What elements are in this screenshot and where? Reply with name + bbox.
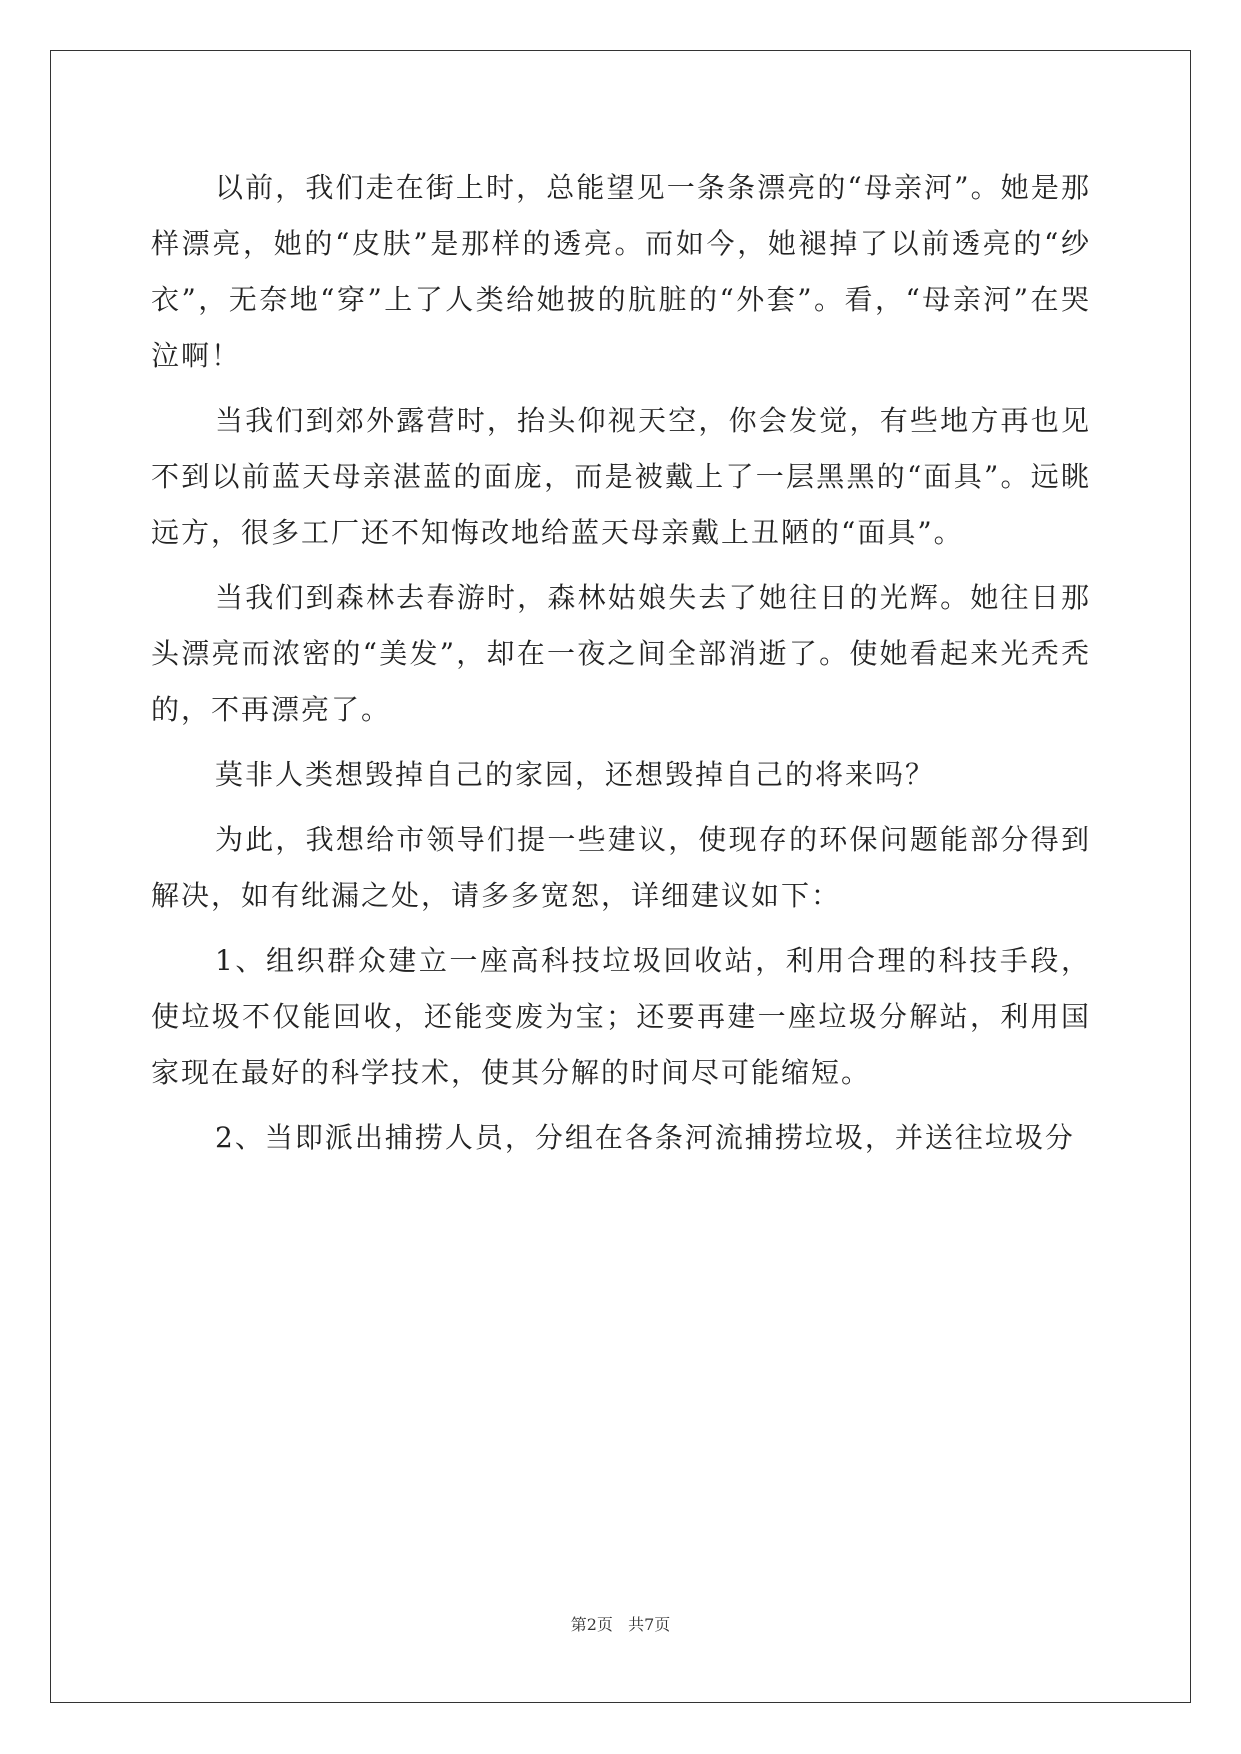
paragraph: 当我们到森林去春游时，森林姑娘失去了她往日的光辉。她往日那头漂亮而浓密的“美发”，却在一夜之间全部消逝了。使她看起来光秃秃的，不再漂亮了。 (151, 581, 1091, 726)
paragraph: 2、当即派出捕捞人员，分组在各条河流捕捞垃圾，并送往垃圾分 (215, 1121, 1075, 1154)
paragraph: 为此，我想给市领导们提一些建议，使现存的环保问题能部分得到解决，如有纰漏之处，请多多宽恕，详细建议如下： (151, 823, 1091, 912)
paragraph: 1、组织群众建立一座高科技垃圾回收站，利用合理的科技手段，使垃圾不仅能回收，还能变废为宝；还要再建一座垃圾分解站，利用国家现在最好的科学技术，使其分解的时间尽可能缩短。 (151, 944, 1091, 1089)
document-body (151, 160, 1091, 1166)
paragraph: 当我们到郊外露营时，抬头仰视天空，你会发觉，有些地方再也见不到以前蓝天母亲湛蓝的面庞，而是被戴上了一层黑黑的“面具”。远眺远方，很多工厂还不知悔改地给蓝天母亲戴上丑陋的“面具”。 (151, 404, 1091, 549)
paragraph: 莫非人类想毁掉自己的家园，还想毁掉自己的将来吗？ (215, 758, 936, 791)
page-number-footer: 第2页 共7页 (570, 1615, 671, 1634)
paragraph: 以前，我们走在街上时，总能望见一条条漂亮的“母亲河”。她是那样漂亮，她的“皮肤”是那样的透亮。而如今，她褪掉了以前透亮的“纱衣”，无奈地“穿”上了人类给她披的肮脏的“外套”。看，“母亲河”在哭泣啊！ (151, 171, 1091, 372)
